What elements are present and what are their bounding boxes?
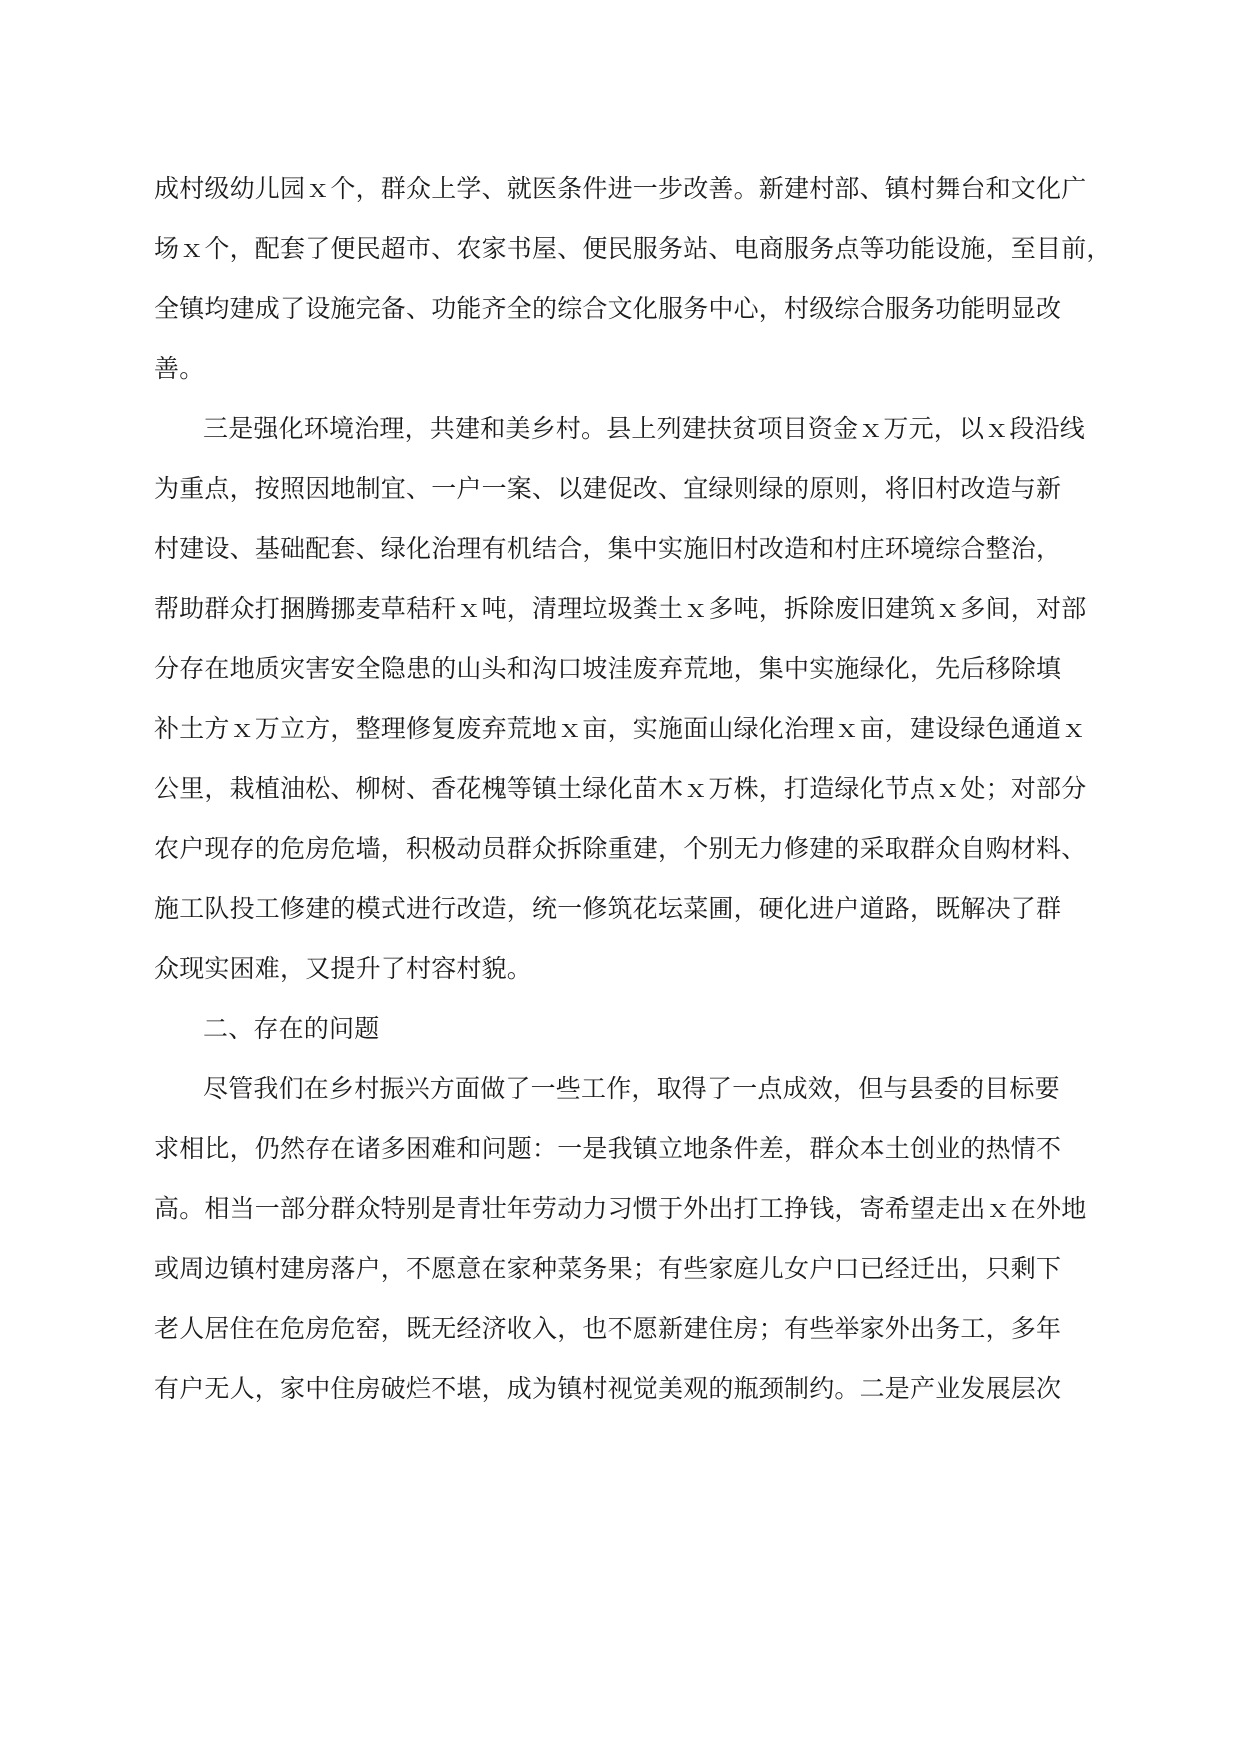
text-line: 村建设、基础配套、绿化治理有机结合，集中实施旧村改造和村庄环境综合整治， — [154, 534, 1062, 563]
text-line: 分存在地质灾害安全隐患的山头和沟口坡洼废弃荒地，集中实施绿化，先后移除填 — [154, 654, 1062, 683]
text-line: 公里，栽植油松、柳树、香花槐等镇土绿化苗木ｘ万株，打造绿化节点ｘ处；对部分 — [154, 774, 1087, 803]
text-line: 或周边镇村建房落户，不愿意在家种菜务果；有些家庭儿女户口已经迁出，只剩下 — [154, 1254, 1062, 1283]
text-line: 老人居住在危房危窑，既无经济收入，也不愿新建住房；有些举家外出务工，多年 — [154, 1314, 1062, 1343]
text-line: 有户无人，家中住房破烂不堪，成为镇村视觉美观的瓶颈制约。二是产业发展层次 — [154, 1374, 1062, 1403]
text-line: 高。相当一部分群众特别是青壮年劳动力习惯于外出打工挣钱，寄希望走出ｘ在外地 — [154, 1194, 1087, 1223]
text-line: 全镇均建成了设施完备、功能齐全的综合文化服务中心，村级综合服务功能明显改 — [154, 294, 1062, 323]
text-line: 求相比，仍然存在诸多困难和问题：一是我镇立地条件差，群众本土创业的热情不 — [154, 1134, 1062, 1163]
text-line: 三是强化环境治理，共建和美乡村。县上列建扶贫项目资金ｘ万元，以ｘ段沿线 — [203, 414, 1086, 443]
text-line: 善。 — [154, 354, 205, 383]
text-line: 场ｘ个，配套了便民超市、农家书屋、便民服务站、电商服务点等功能设施，至目前， — [154, 234, 1112, 263]
text-line: 尽管我们在乡村振兴方面做了一些工作，取得了一点成效，但与县委的目标要 — [203, 1074, 1060, 1103]
text-line: 补土方ｘ万立方，整理修复废弃荒地ｘ亩，实施面山绿化治理ｘ亩，建设绿色通道ｘ — [154, 714, 1087, 743]
section-heading: 二、存在的问题 — [203, 1014, 380, 1043]
text-line: 施工队投工修建的模式进行改造，统一修筑花坛菜圃，硬化进户道路，既解决了群 — [154, 894, 1062, 923]
text-line: 帮助群众打捆腾挪麦草秸秆ｘ吨，清理垃圾粪土ｘ多吨，拆除废旧建筑ｘ多间，对部 — [154, 594, 1087, 623]
text-line: 为重点，按照因地制宜、一户一案、以建促改、宜绿则绿的原则，将旧村改造与新 — [154, 474, 1062, 503]
text-line: 众现实困难，又提升了村容村貌。 — [154, 954, 533, 983]
text-line: 成村级幼儿园ｘ个，群众上学、就医条件进一步改善。新建村部、镇村舞台和文化广 — [154, 174, 1087, 203]
text-line: 农户现存的危房危墙，积极动员群众拆除重建，个别无力修建的采取群众自购材料、 — [154, 834, 1087, 863]
